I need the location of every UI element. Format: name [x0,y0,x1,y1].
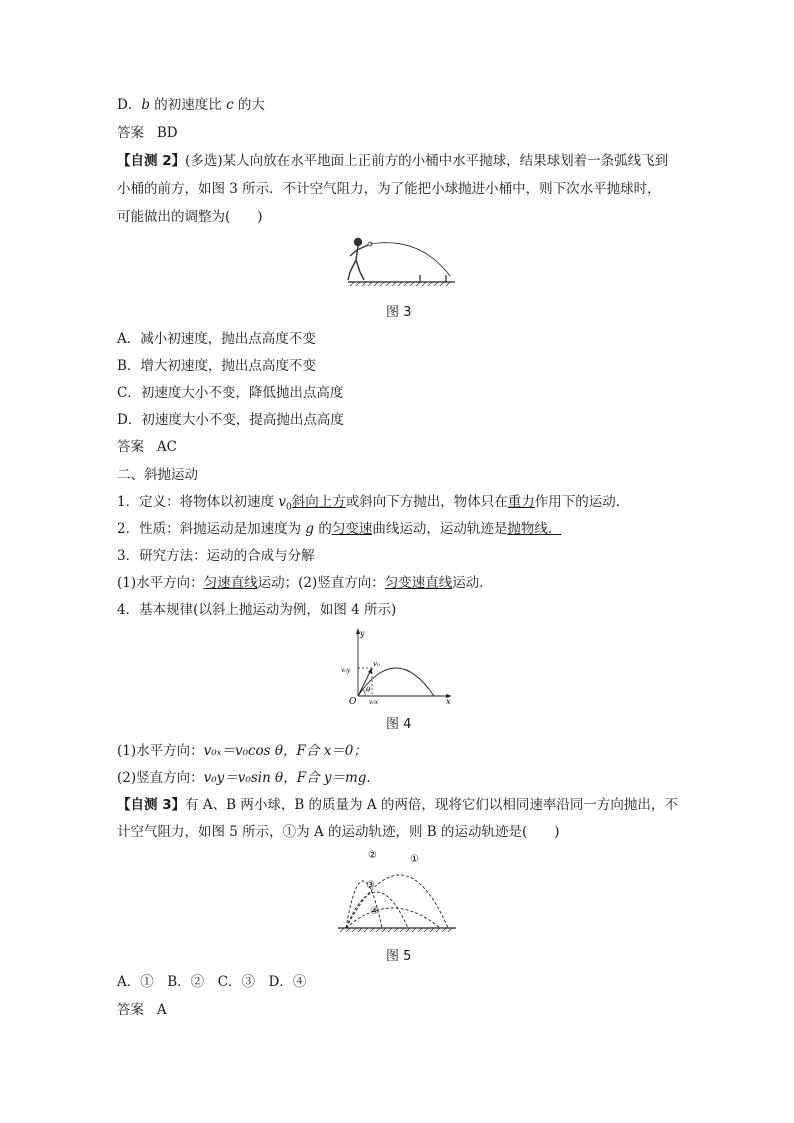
theta-label: θ [366,686,371,694]
property-line: 2．性质：斜抛运动是加速度为 g 的匀变速曲线运动，运动轨迹是抛物线． [117,521,562,537]
vertical-rule-line: (2)竖直方向：v₀y＝v₀sin θ，F合 y＝mg. [117,770,371,786]
q3-line2: 计空气阻力，如图 5 所示，①为 A 的运动轨迹，则 B 的运动轨迹是( ) [117,824,560,840]
figure-4-caption: 图 4 [386,717,412,732]
origin-label: O [349,697,357,706]
label-2: ② [368,850,377,861]
definition-line: 1．定义：将物体以初速度 $v_0$斜向上方或斜向下方抛出，物体只在重力作用下的运动． [117,494,630,513]
figure-5-caption: 图 5 [386,949,412,964]
figure-3-caption: 图 3 [386,305,412,320]
q3-tag: 【自测 3】 [117,797,186,813]
figure-3 [340,230,460,290]
trajectory-4 [346,908,440,928]
horizontal-rule-line: (1)水平方向：v₀ₓ＝v₀cos θ，F合 x＝0； [117,743,367,759]
trajectory-1 [346,875,448,928]
q3-options: A．① B．② C．③ D．④ [117,974,307,990]
y-label: y [360,629,365,638]
ground-hatch [350,282,450,286]
q3-answer: 答案 A [117,1002,167,1018]
q2-line2: 小桶的前方，如图 3 所示．不计空气阻力，为了能把小球抛进小桶中，则下次水平抛球时， [117,181,661,197]
section-heading: 二、斜抛运动 [117,467,198,483]
q2-option-b: B．增大初速度，抛出点高度不变 [117,358,316,374]
rule-line: 4．基本规律(以斜上抛运动为例，如图 4 所示) [117,602,397,618]
q2-tag: 【自测 2】 [117,153,186,169]
q2-line1: 【自测 2】(多选)某人向放在水平地面上正前方的小桶中水平抛球，结果球划着一条弧线飞到 [117,153,669,169]
q2-option-c: C．初速度大小不变，降低抛出点高度 [117,385,344,401]
ball-trajectory [370,243,450,276]
v0-label: v₀ [373,660,380,668]
trajectory-2 [346,881,382,928]
answer-prev: 答案 BD [117,125,178,141]
q2-option-d: D．初速度大小不变，提高抛出点高度 [117,412,344,428]
method-detail-line: (1)水平方向：匀速直线运动；(2)竖直方向：匀变速直线运动． [117,575,493,591]
q2-answer: 答案 AC [117,439,177,455]
q2-option-a: A．减小初速度，抛出点高度不变 [117,331,316,347]
x-label: x [446,697,451,706]
figure-5 [332,846,462,938]
figure-4 [338,626,460,706]
v0x-label: v₀x [369,699,379,706]
q3-line1: 【自测 3】有 A、B 两小球，B 的质量为 A 的两倍，现将它们以相同速率沿同一方向抛出，不 [117,797,678,813]
label-3: ③ [366,880,375,891]
option-d-prev: D．b 的初速度比 c 的大 [117,97,265,113]
v0y-label: v₀y [341,667,351,674]
thrower-figure [348,239,368,281]
q2-line3: 可能做出的调整为( ) [117,209,263,225]
label-4: ④ [370,906,379,917]
method-line: 3．研究方法：运动的合成与分解 [117,548,315,564]
label-1: ① [410,854,419,865]
